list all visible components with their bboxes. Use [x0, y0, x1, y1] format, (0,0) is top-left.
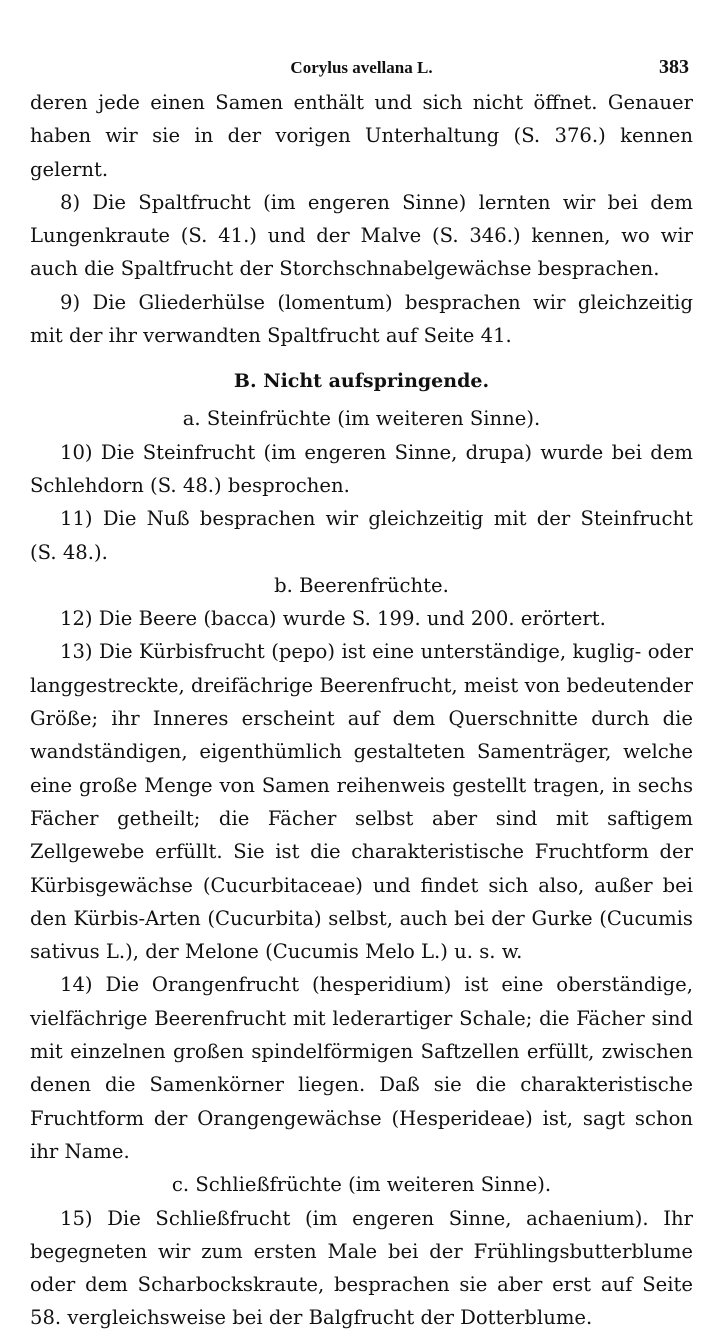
page-header [30, 52, 693, 86]
paragraph-14: 14) Die Orangenfrucht (hesperidium) ist eine oberständige, vielfächrige Beerenfrucht mit lederartiger Schale; die Fächer sind mit einzelnen großen spindelförmigen Saftzellen erfüllt, zwischen denen die Samenkörner liegen. Daß sie die charakteristische Fruchtform der Orangengewächse (Hesperideae) ist, sagt schon ihr Name. [30, 973, 693, 1163]
subheading-b: b. Beerenfrüchte. [274, 573, 449, 597]
subheading-a: a. Steinfrüchte (im weiteren Sinne). [182, 407, 541, 431]
paragraph-12: 12) Die Beere (bacca) wurde S. 199. und 200. erörtert. [60, 607, 606, 631]
page-number: 383 [659, 56, 689, 78]
paragraph-15: 15) Die Schließfrucht (im engeren Sinne, achaenium). Ihr begegneten wir zum ersten Male bei der Frühlingsbutterblume oder dem Scharbockskraute, besprachen sie aber erst auf Seite 58. vergleichsweise bei der Balgfrucht der Dotterblume. [30, 1206, 693, 1330]
section-heading-b: B. Nicht aufspringende. [233, 370, 490, 393]
paragraph-9: 9) Die Gliederhülse (lomentum) besprachen wir gleichzeitig mit der ihr verwandten Spaltfrucht auf Seite 41. [30, 290, 693, 348]
subheading-c: c. Schließfrüchte (im weiteren Sinne). [171, 1173, 552, 1197]
paragraph-10: 10) Die Steinfrucht (im engeren Sinne, drupa) wurde bei dem Schlehdorn (S. 48.) besprochen. [30, 440, 693, 497]
paragraph-11: 11) Die Nuß besprachen wir gleichzeitig mit der Steinfrucht (S. 48.). [30, 507, 693, 564]
paragraph-8: 8) Die Spaltfrucht (im engeren Sinne) lernten wir bei dem Lungenkraute (S. 41.) und der Malve (S. 346.) kennen, wo wir auch die Spaltfrucht der Storchschnabelgewächse besprachen. [30, 190, 693, 281]
paragraph-13: 13) Die Kürbisfrucht (pepo) ist eine unterständige, kuglig- oder langgestreckte, dreifächrige Beerenfrucht, meist von bedeutender Größe; ihr Inneres erscheint auf dem Querschnitte durch die wandständigen, eigenthümlich gestalteten Samenträger, welche eine große Menge von Samen reihenweis gestellt tragen, in sechs Fächer getheilt; die Fächer selbst aber sind mit saftigem Zellgewebe erfüllt. Sie ist die charakteristische Fruchtform der Kürbisgewächse (Cucurbitaceae) und findet sich also, außer bei den Kürbis-Arten (Cucurbita) selbst, auch bei der Gurke (Cucumis sativus L.), der Melone (Cucumis Melo L.) u. s. w. [30, 640, 693, 964]
running-title: Corylus avellana L. [290, 58, 433, 77]
paragraph-intro: deren jede einen Samen enthält und sich nicht öffnet. Genauer haben wir sie in der vorigen Unterhaltung (S. 376.) kennen gelernt. [30, 91, 693, 181]
